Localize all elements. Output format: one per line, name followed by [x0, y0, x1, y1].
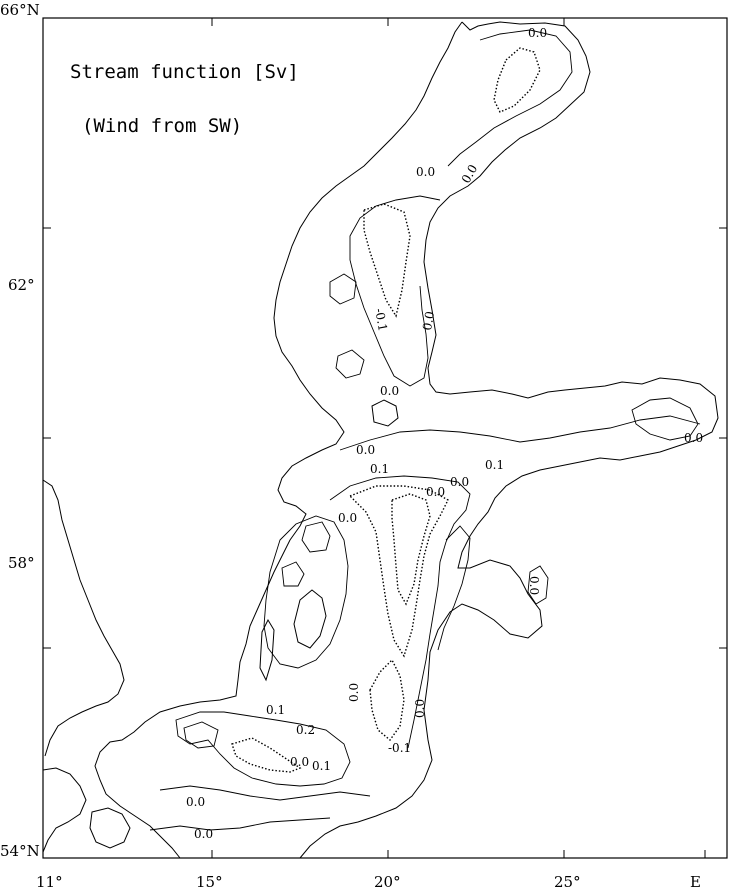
y-tick-label: 58°	[8, 554, 35, 572]
contour-label: -0.1	[372, 307, 390, 333]
y-tick-label: 66°N	[0, 1, 40, 19]
contour-east-neg	[370, 660, 404, 740]
contour-south-1	[176, 712, 350, 786]
map-subtitle: (Wind from SW)	[82, 115, 243, 137]
contour-label: 0.0	[420, 310, 438, 332]
contour-label: 0.1	[266, 703, 286, 717]
contour-western-small	[302, 522, 330, 552]
contour-bothnian-west	[330, 274, 356, 304]
contour-label: 0.0	[186, 795, 206, 809]
contour-central-neg-1	[350, 486, 448, 656]
x-tick-label: E	[690, 873, 701, 891]
coastline-aland	[372, 400, 398, 426]
contour-west-small-2	[282, 562, 304, 586]
coastline-gotland	[294, 590, 326, 648]
map-title: Stream function [Sv]	[70, 61, 299, 83]
contour-label: 0.0	[458, 162, 481, 186]
y-tick-label: 54°N	[0, 842, 40, 860]
x-tick-label: 15°	[196, 873, 223, 891]
x-tick-label: 25°	[554, 873, 581, 891]
contour-label: 0.1	[312, 759, 332, 773]
contour-label: 0.0	[347, 682, 361, 702]
contour-labels	[186, 26, 703, 841]
contour-label: 0.2	[296, 723, 316, 737]
contour-bothnian-bay-neg	[494, 48, 540, 112]
y-tick-label: 62°	[8, 276, 35, 294]
map-frame	[43, 18, 727, 858]
contour-label: 0.0	[528, 26, 548, 40]
coastline-oland	[260, 620, 274, 680]
contour-label: 0.1	[485, 458, 505, 472]
x-tick-label: 20°	[374, 873, 401, 891]
frame-ticks	[43, 18, 727, 858]
contour-bothnian-sea-neg	[364, 204, 410, 316]
contour-label: 0.0	[450, 475, 470, 489]
coastline-kattegat	[43, 480, 124, 756]
x-tick-label: 11°	[36, 873, 63, 891]
contour-label: 0.0	[426, 485, 446, 499]
coastline-swedish-east-coast	[95, 22, 462, 858]
contour-bothnian-small	[336, 350, 364, 378]
coastline-denmark	[43, 768, 86, 852]
contour-label: 0.0	[413, 698, 427, 718]
contour-label: 0.0	[290, 755, 310, 769]
contour-south-2	[184, 722, 218, 748]
contour-label: 0.0	[527, 576, 541, 596]
contour-label: 0.0	[194, 827, 214, 841]
contour-label: 0.0	[380, 384, 400, 398]
contour-label: 0.0	[684, 431, 704, 445]
coastline	[43, 22, 718, 858]
contour-label: 0.1	[370, 462, 390, 476]
contour-label: 0.0	[356, 443, 376, 457]
contour-south-4	[150, 818, 330, 830]
contour-label: -0.1	[388, 741, 412, 755]
contour-central-neg-2	[392, 494, 430, 604]
contour-label: 0.0	[338, 511, 358, 525]
contour-label: 0.0	[416, 165, 436, 179]
coastline-zealand	[90, 808, 130, 848]
contour-western-gotland	[264, 516, 348, 668]
